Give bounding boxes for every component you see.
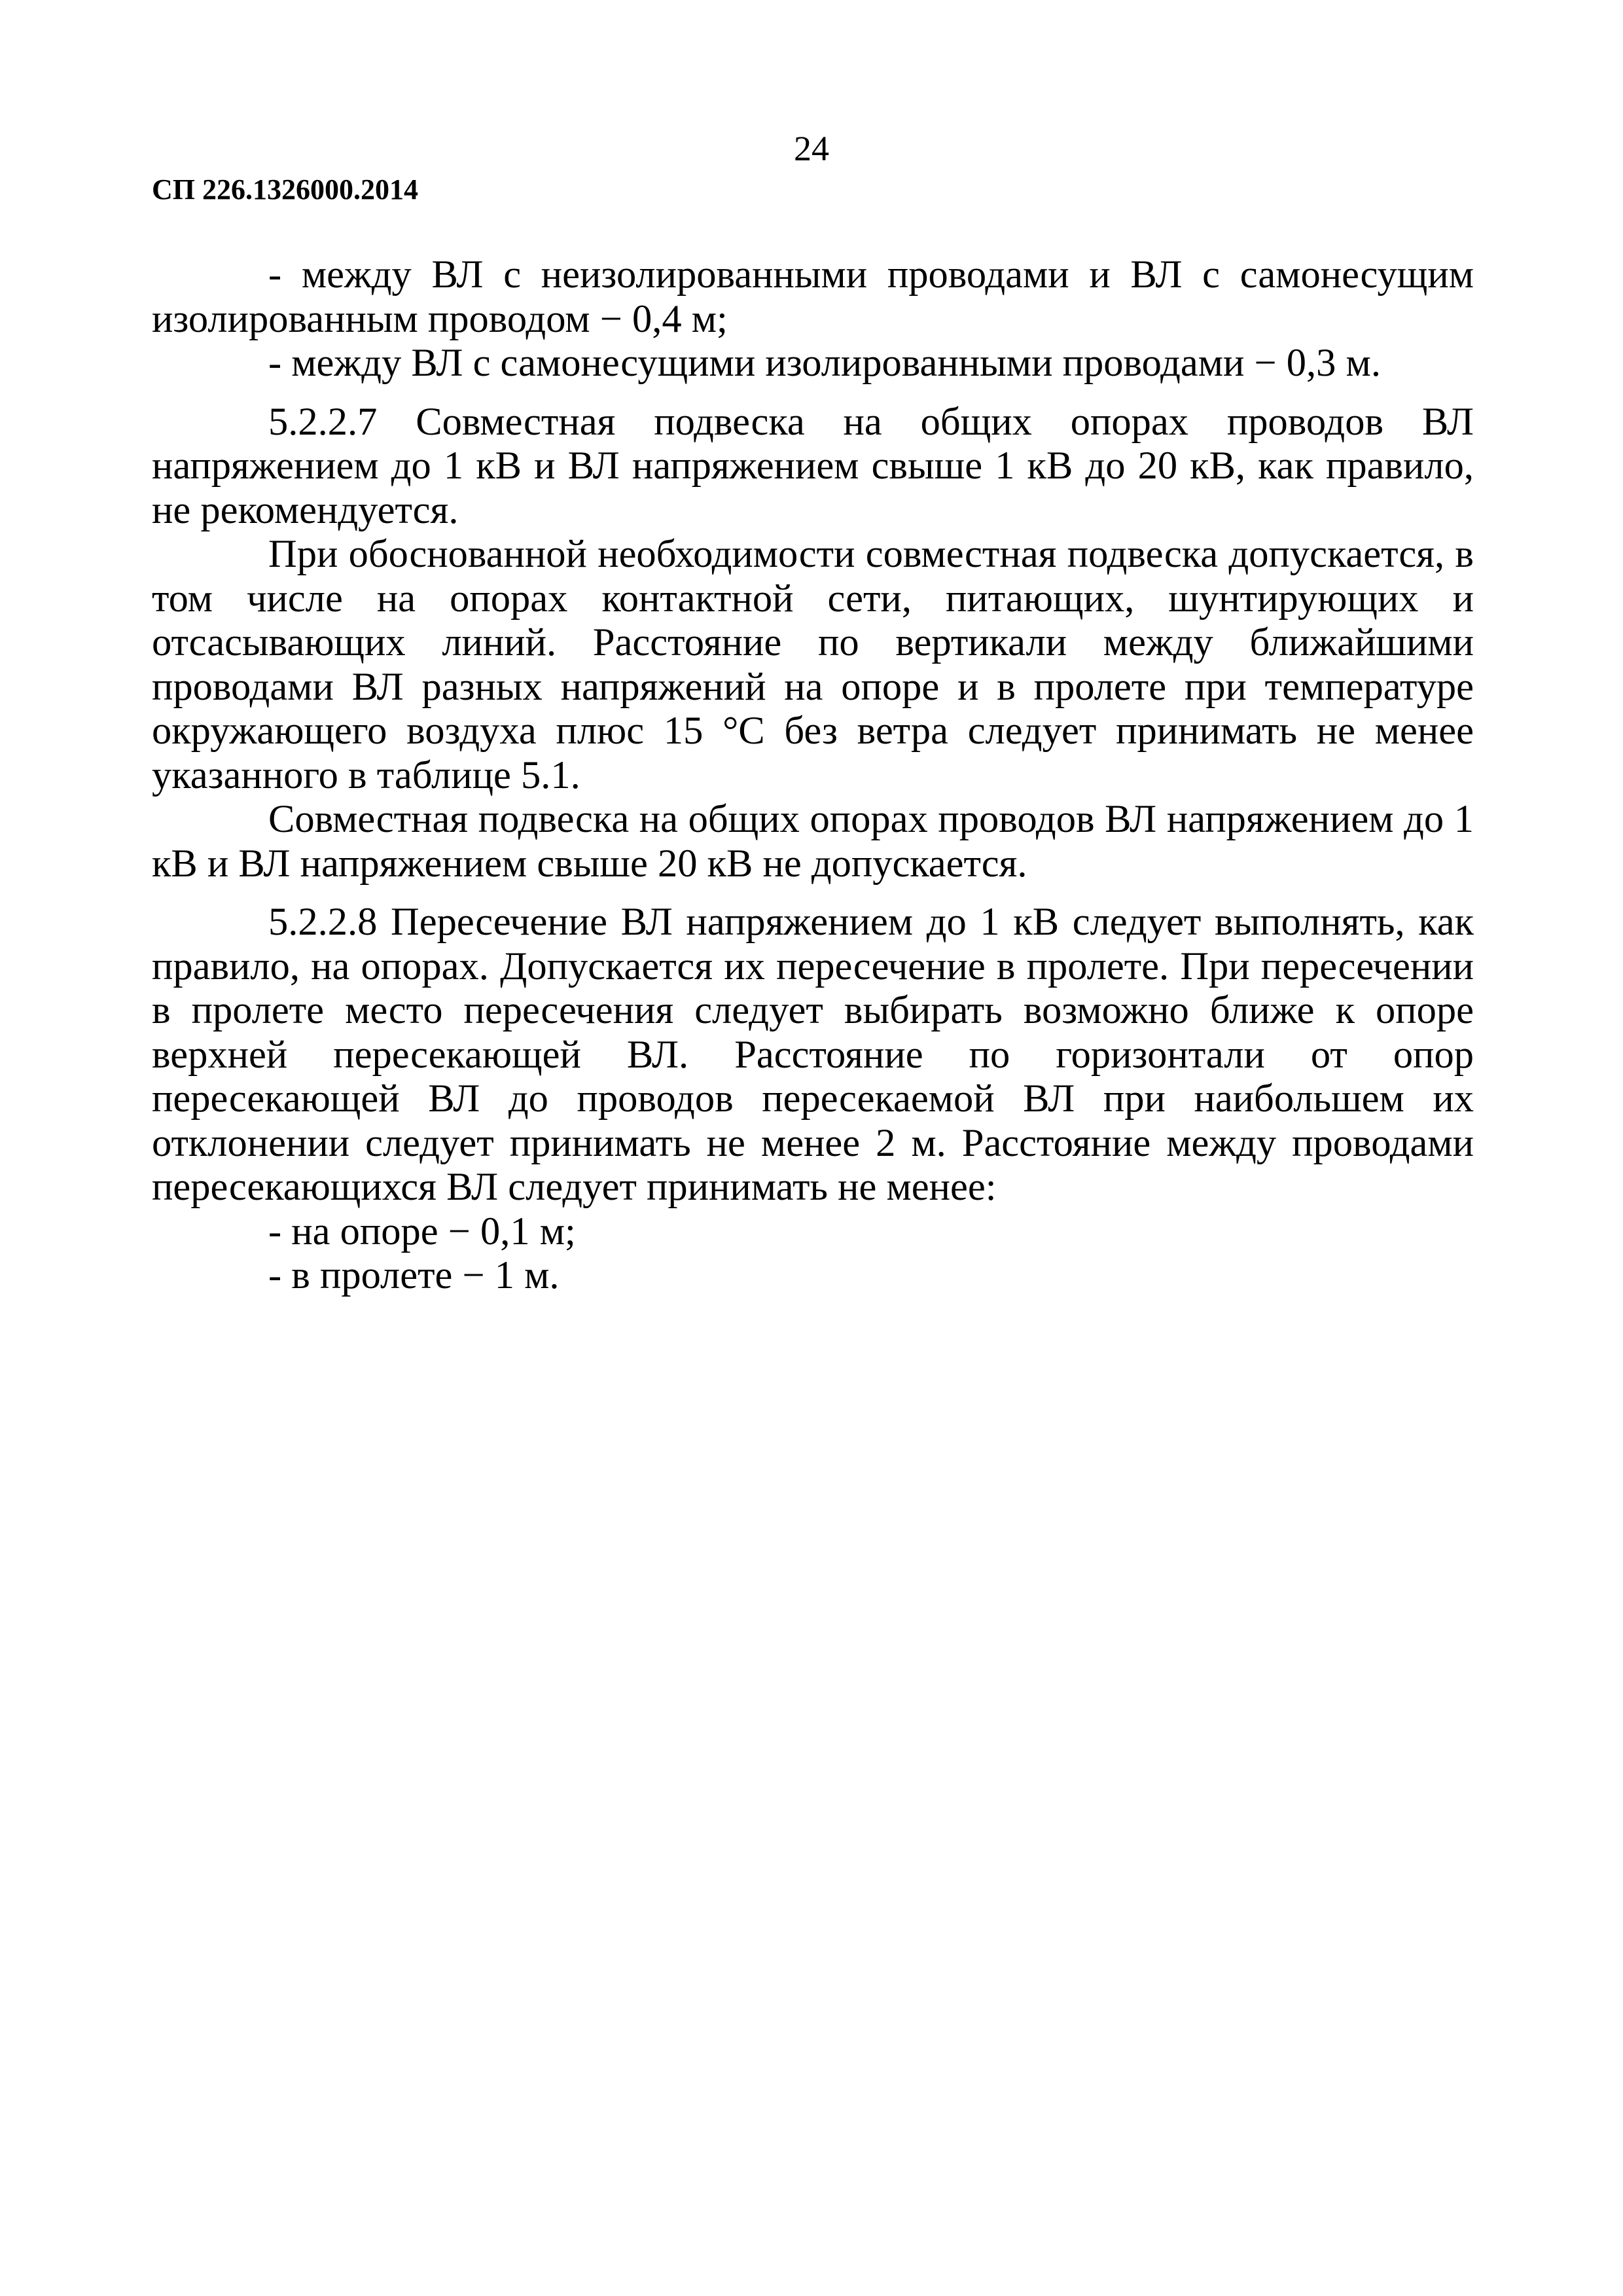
paragraph-list-item-on-support: - на опоре − 0,1 м; bbox=[268, 1209, 576, 1253]
body-text bbox=[152, 253, 1474, 1298]
document-code: СП 226.1326000.2014 bbox=[152, 173, 418, 206]
paragraph-5-2-2-8: 5.2.2.8 Пересечение ВЛ напряжением до 1 кВ следует выполнять, как правило, на опорах. Допускается их пересечение в пролете. При пересечении в пролете место пересечения следует выбирать возможно ближе к опоре верхней пересекающей ВЛ. Расстояние по горизонтали от опор пересекающей ВЛ до проводов пересекаемой ВЛ при наибольшем их отклонении следует принимать не менее 2 м. Расстояние между проводами пересекающихся ВЛ следует принимать не менее: bbox=[152, 900, 1474, 1209]
page-number: 24 bbox=[794, 129, 829, 168]
paragraph-list-item-1: - между ВЛ с неизолированными проводами и ВЛ с самонесущим изолированным проводом − 0,4 м; bbox=[152, 253, 1474, 341]
paragraph-list-item-2: - между ВЛ с самонесущими изолированными проводами − 0,3 м. bbox=[268, 341, 1381, 385]
paragraph-5-2-2-7: 5.2.2.7 Совместная подвеска на общих опорах проводов ВЛ напряжением до 1 кВ и ВЛ напряжением свыше 1 кВ до 20 кВ, как правило, не рекомендуется. bbox=[152, 399, 1474, 532]
paragraph-list-item-in-span: - в пролете − 1 м. bbox=[268, 1253, 560, 1297]
paragraph-not-allowed: Совместная подвеска на общих опорах проводов ВЛ напряжением до 1 кВ и ВЛ напряжением свыше 20 кВ не допускается. bbox=[152, 797, 1474, 886]
paragraph-justified-suspension: При обоснованной необходимости совместная подвеска допускается, в том числе на опорах контактной сети, питающих, шунтирующих и отсасывающих линий. Расстояние по вертикали между ближайшими проводами ВЛ разных напряжений на опоре и в пролете при температуре окружающего воздуха плюс 15 °С без ветра следует принимать не менее указанного в таблице 5.1. bbox=[152, 532, 1474, 797]
